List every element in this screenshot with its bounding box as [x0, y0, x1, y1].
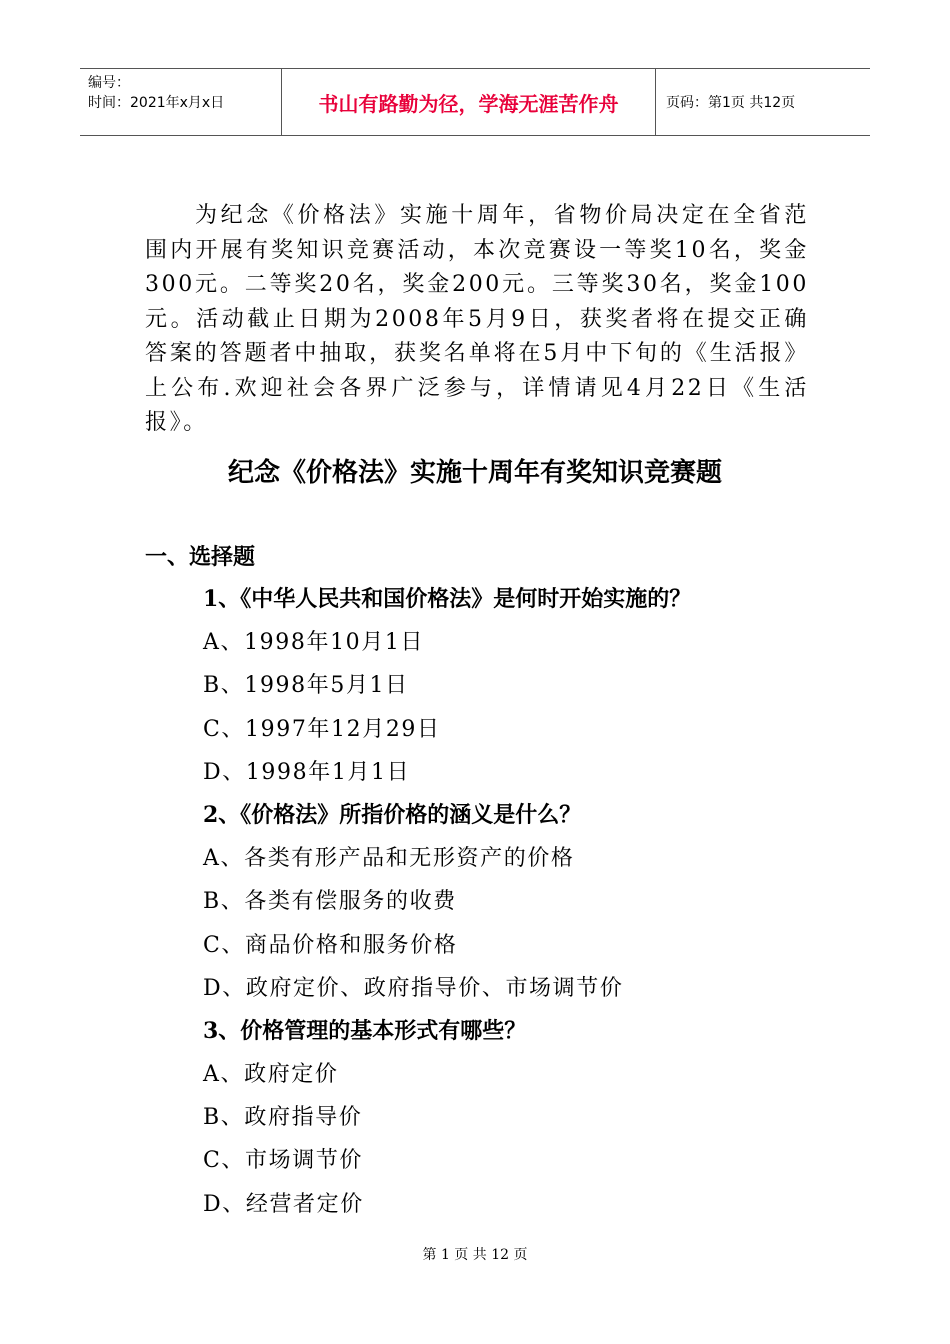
option-3b: B、政府指导价 [203, 1105, 363, 1131]
question-1: 1、《中华人民共和国价格法》是何时开始实施的？ [203, 586, 692, 612]
section-heading: 一、选择题 [145, 544, 256, 570]
option-2d: D、政府定价、政府指导价、市场调节价 [203, 975, 624, 1001]
question-list [203, 578, 843, 1226]
document-number-label: 编号： [88, 75, 130, 91]
option-2b: B、各类有偿服务的收费 [203, 889, 457, 915]
option-1d: D、1998年1月1日 [203, 759, 411, 785]
page-header [80, 68, 870, 136]
header-meta [80, 69, 282, 135]
option-1b: B、1998年5月1日 [203, 673, 409, 699]
document-title: 纪念《价格法》实施十周年有奖知识竞赛题 [227, 458, 722, 488]
document-date: 时间：2021年x月x日 [88, 95, 225, 111]
option-3c: C、市场调节价 [203, 1148, 364, 1174]
option-2a: A、各类有形产品和无形资产的价格 [203, 846, 575, 872]
question-2: 2、《价格法》所指价格的涵义是什么？ [203, 801, 582, 828]
header-page-info: 页码：第1页 共12页 [666, 95, 796, 111]
option-2c: C、商品价格和服务价格 [203, 932, 458, 958]
option-3a: A、政府定价 [203, 1062, 339, 1088]
option-3d: D、经营者定价 [203, 1191, 364, 1217]
header-motto: 书山有路勤为径，学海无涯苦作舟 [282, 69, 656, 135]
page-footer: 第 1 页 共 12 页 [422, 1247, 528, 1263]
option-1a: A、1998年10月1日 [203, 630, 425, 656]
question-3: 3、价格管理的基本形式有哪些？ [203, 1017, 527, 1044]
option-1c: C、1997年12月29日 [203, 716, 441, 742]
intro-paragraph: 为纪念《价格法》实施十周年，省物价局决定在全省范围内开展有奖知识竞赛活动，本次竞赛设一等奖10名，奖金300元。二等奖20名，奖金200元。三等奖30名，奖金100元。活动截止日期为2008年5月9日，获奖者将在提交正确答案的答题者中抽取，获奖名单将在5月中下旬的《生活报》上公布.欢迎社会各界广泛参与，详情请见4月22日《生活报》。 [145, 203, 809, 435]
